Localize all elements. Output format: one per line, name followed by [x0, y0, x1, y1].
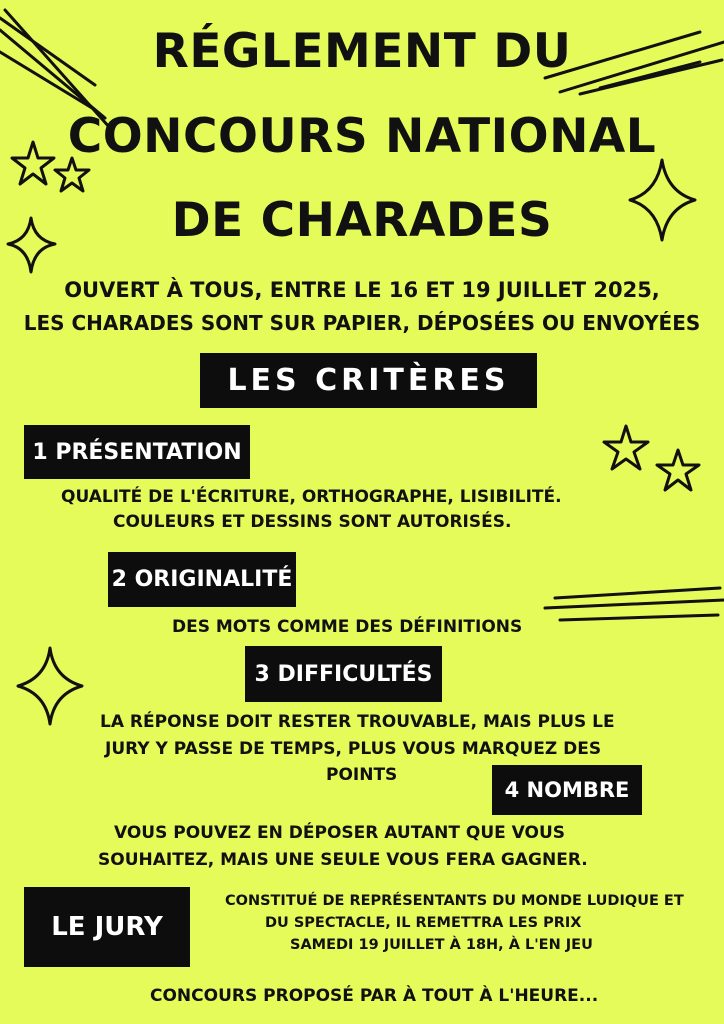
star-icon — [604, 426, 648, 469]
footer-text: CONCOURS PROPOSÉ PAR À TOUT À L'HEURE... — [150, 986, 599, 1006]
jury-text-line-3: SAMEDI 19 JUILLET À 18H, À L'EN JEU — [290, 937, 593, 953]
criterion-1-label: 1 PRÉSENTATION — [24, 425, 250, 479]
star-icon — [657, 450, 699, 490]
scribble-lines-mid-right — [545, 588, 724, 620]
page-title-line-2: CONCOURS NATIONAL — [67, 109, 657, 164]
intro-line-2: LES CHARADES SONT SUR PAPIER, DÉPOSÉES OU ENVOYÉES — [23, 311, 701, 335]
criterion-2-text-line-1: DES MOTS COMME DES DÉFINITIONS — [172, 617, 523, 637]
sparkle-icon — [18, 648, 82, 724]
criterion-3-text-line-1: LA RÉPONSE DOIT RESTER TROUVABLE, MAIS PLUS LE — [100, 712, 615, 732]
criterion-4-label: 4 NOMBRE — [492, 765, 642, 815]
criterion-2-label: 2 ORIGINALITÉ — [108, 552, 296, 607]
page-title-line-3: DE CHARADES — [171, 193, 553, 248]
page-title-line-1: RÉGLEMENT DU — [152, 24, 572, 79]
jury-text-line-1: CONSTITUÉ DE REPRÉSENTANTS DU MONDE LUDIQUE ET — [225, 893, 684, 909]
jury-text-line-2: DU SPECTACLE, IL REMETTRA LES PRIX — [265, 915, 582, 931]
criterion-3-text-line-2: JURY Y PASSE DE TEMPS, PLUS VOUS MARQUEZ DES — [105, 739, 602, 759]
criterion-3-text-line-3: POINTS — [326, 765, 398, 785]
criterion-1-text-line-1: QUALITÉ DE L'ÉCRITURE, ORTHOGRAPHE, LISIBILITÉ. — [61, 487, 562, 507]
intro-line-1: OUVERT À TOUS, ENTRE LE 16 ET 19 JUILLET 2025, — [64, 278, 660, 302]
jury-label: LE JURY — [24, 887, 190, 967]
criterion-3-label: 3 DIFFICULTÉS — [245, 646, 442, 702]
criterion-4-text-line-2: SOUHAITEZ, MAIS UNE SEULE VOUS FERA GAGNER. — [98, 850, 588, 870]
criteria-heading: LES CRITÈRES — [200, 353, 537, 408]
criterion-4-text-line-1: VOUS POUVEZ EN DÉPOSER AUTANT QUE VOUS — [114, 823, 566, 843]
criterion-1-text-line-2: COULEURS ET DESSINS SONT AUTORISÉS. — [113, 512, 512, 532]
